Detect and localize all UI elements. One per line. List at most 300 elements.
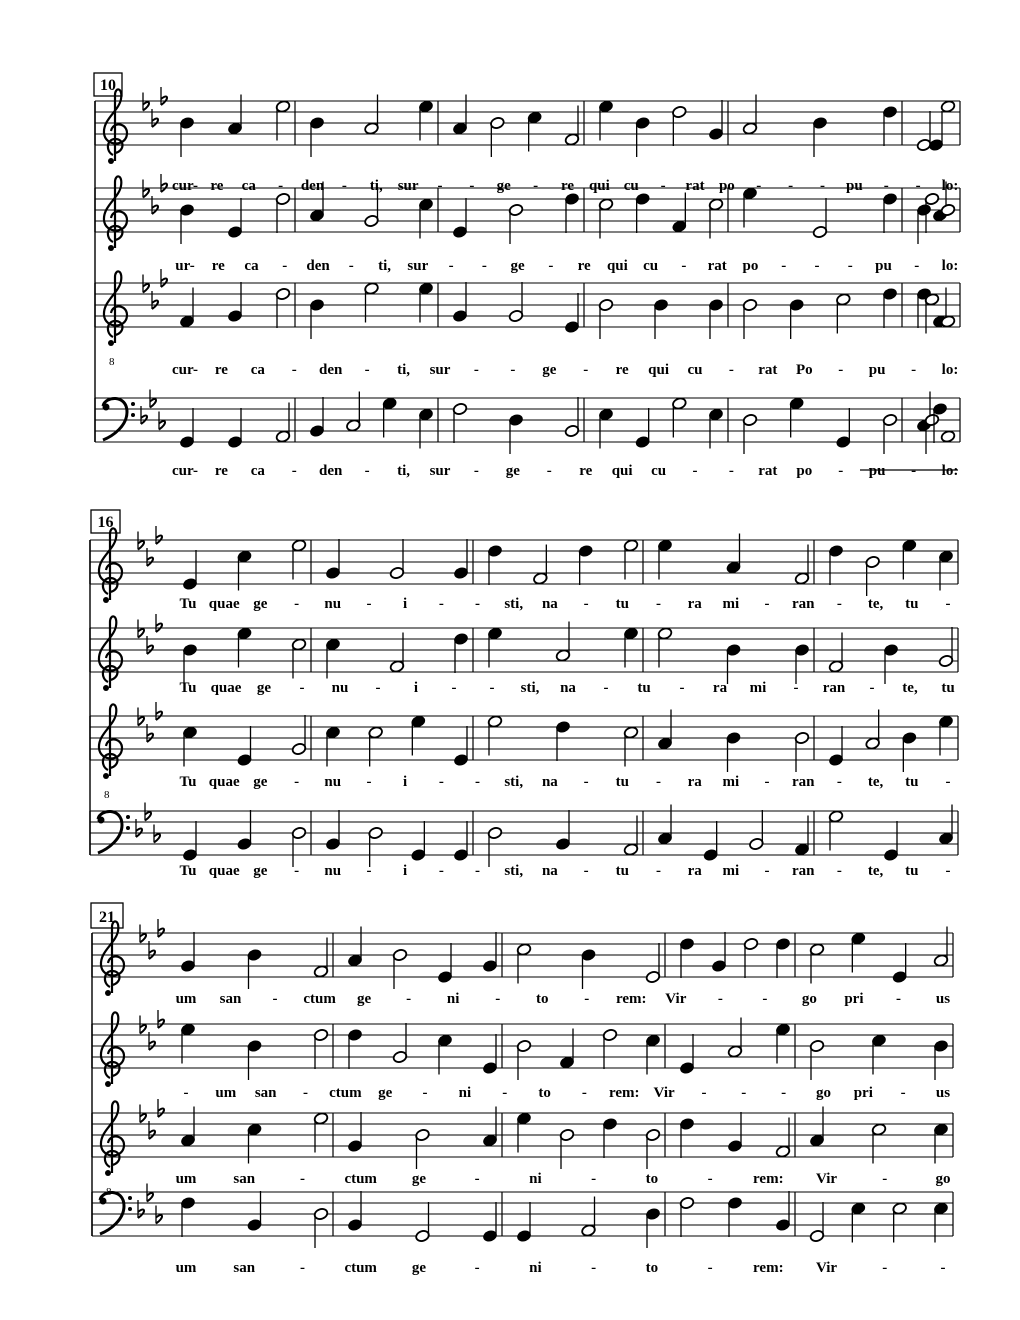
note-head [602,1028,617,1069]
system [90,510,958,879]
note-head [933,1039,948,1080]
note-head [703,821,718,862]
lyric-syllable: rem: [753,1260,784,1276]
lyric-syllable: Tu [179,863,197,879]
lyric-syllable: um [175,1171,197,1187]
lyric-syllable: tu [637,680,651,696]
lyric-syllable: - [366,774,372,790]
note-head [392,948,407,989]
lyric-syllable: ur- [175,258,195,274]
lyric-syllable: nu [324,596,342,612]
lyric-syllable: ca [250,362,265,378]
lyric-syllable: - [762,991,768,1007]
lyric-syllable: lo: [941,362,959,378]
note-head [938,627,953,668]
note-head [437,943,452,984]
lyric-syllable: rat [758,362,778,378]
note-head [882,413,897,454]
lyric-syllable: - [882,1171,888,1187]
lyric-syllable: - [655,774,661,790]
lyric-syllable: ra [687,774,702,790]
note-head [237,726,252,767]
note-head [247,1191,262,1232]
lyric-syllable: - [915,178,921,194]
lyric-syllable: ge [253,596,268,612]
note-head [635,116,650,157]
lyric-syllable: - [945,596,951,612]
lyric-syllable: - [583,863,589,879]
lyric-syllable: - [278,178,284,194]
note-head [559,1128,574,1169]
lyric-syllable: na [541,596,558,612]
lyric-syllable: mi [722,863,740,879]
lyric-syllable: quae [210,680,242,696]
lyric-syllable: ran [791,774,815,790]
lyric-syllable: - [603,680,609,696]
lyric-syllable: to [645,1171,659,1187]
lyric-syllable: sur [407,258,429,274]
note-head [564,192,579,233]
lyric-syllable: san [254,1085,277,1101]
lyric-syllable: - [814,258,820,274]
note-head [645,1207,660,1248]
note-head [482,932,497,973]
lyric-syllable: re [577,258,591,274]
note-head [598,298,613,339]
lyric-syllable: - [533,178,539,194]
note-head [645,943,660,984]
system [91,903,953,1276]
lyric-syllable: - [836,863,842,879]
lyric-syllable: go [935,1171,951,1187]
note-head [179,116,194,157]
lyric-syllable: ran [791,863,815,879]
lyric-syllable: cu [643,258,659,274]
lyric-syllable: na [541,774,558,790]
lyric-syllable: - [473,362,479,378]
lyric-syllable: po [742,258,759,274]
lyric-syllable: - [299,680,305,696]
lyric-syllable: - [679,680,685,696]
note-head [313,1207,328,1248]
note-head [635,192,650,233]
key-signature-flats-icon [140,1099,164,1139]
voice-staff [92,1010,953,1101]
lyric-syllable: - [495,991,501,1007]
lyric-syllable: pri [844,991,864,1007]
lyric-syllable: pu [868,362,886,378]
lyric-syllable: ctum [329,1085,362,1101]
lyric-syllable: rem: [608,1085,640,1101]
lyric-syllable: - [836,774,842,790]
lyric-syllable: - [764,596,770,612]
lyric-syllable: - [707,1260,713,1276]
lyric-syllable: - [291,362,297,378]
lyric-syllable: - [510,362,516,378]
lyric-syllable: - [502,1085,508,1101]
lyric-syllable: tu [615,774,629,790]
lyric-syllable: den [306,258,330,274]
lyric-syllable: - [448,258,454,274]
lyric-syllable: um [215,1085,237,1101]
bass-clef-icon [100,1192,133,1234]
lyric-syllable: - [375,680,381,696]
lyric-syllable: - [489,680,495,696]
note-head [564,293,579,334]
note-head [581,948,596,989]
lyric-syllable: - [294,863,300,879]
lyric-syllable: pu [846,178,863,194]
note-head [508,413,523,454]
lyric-syllable: te, [902,680,918,696]
lyric-syllable: lo: [941,178,959,194]
lyric-syllable: sti, [504,774,524,790]
lyric-syllable: na [560,680,576,696]
lyric-syllable: - [583,596,589,612]
lyric-syllable: Vir [665,991,687,1007]
lyric-syllable: - [764,774,770,790]
lyric-syllable: pu [875,258,892,274]
bass-clef-icon [98,811,131,853]
lyric-syllable: tu [905,863,919,879]
note-head [482,1202,497,1243]
lyric-syllable: go [815,1085,831,1101]
lyric-syllable: ctum [344,1171,377,1187]
lyric-syllable: Vir [815,1260,838,1276]
note-head [179,203,194,244]
lyric-syllable: - [366,863,372,879]
lyric-syllable: ge [253,863,268,879]
lyric-syllable: re [210,178,224,194]
lyric-syllable: ctum [344,1260,377,1276]
lyric-syllable: ge [253,774,268,790]
note-head [679,1117,694,1158]
lyric-syllable: i [413,680,419,696]
lyric-syllable: Tu [179,680,197,696]
lyric-syllable: - [366,596,372,612]
note-head [516,1202,531,1243]
voice-staff [90,526,958,612]
lyric-syllable: - [348,258,354,274]
lyric-syllable: te, [867,596,884,612]
note-head [812,116,827,157]
lyric-syllable: - [291,463,297,479]
lyric-syllable: ge [357,991,372,1007]
lyric-syllable: lo: [941,258,959,274]
lyric-syllable: - [728,463,734,479]
note-head [453,539,468,580]
lyric-syllable: cur- [171,362,199,378]
note-head [180,932,195,973]
note-head [453,632,468,673]
voice-staff [95,87,960,194]
note-head [602,1117,617,1158]
note-head [653,298,668,339]
note-head [325,810,340,851]
lyric-syllable: rem: [753,1171,784,1187]
lyric-syllable: re [615,362,629,378]
lyric-syllable: sti, [504,863,524,879]
voice-staff [95,390,960,480]
note-head [275,192,290,233]
lyric-syllable: ge [510,258,525,274]
lyric-syllable: - [282,258,288,274]
lyric-syllable: - [820,178,825,194]
lyric-syllable: ge [411,1260,427,1276]
key-signature-flats-icon [140,1010,164,1050]
octave-clef-mark: 8 [104,789,110,801]
note-head [679,1196,694,1237]
lyric-syllable: - [788,178,794,194]
lyric-syllable: qui [611,463,633,479]
lyric-syllable: Vir [653,1085,675,1101]
note-head [749,810,764,851]
note-head [182,643,197,684]
lyric-syllable: cu [623,178,639,194]
lyric-syllable: - [911,362,917,378]
note-head [809,1039,824,1080]
lyric-syllable: - [838,362,844,378]
lyric-syllable: qui [588,178,610,194]
key-signature-flats-icon [138,614,162,654]
lyric-syllable: - [473,463,479,479]
lyric-syllable: re [214,463,228,479]
lyric-syllable: - [475,596,481,612]
lyric-syllable: - [272,991,278,1007]
note-head [635,408,650,449]
note-head [508,203,523,244]
lyric-syllable: mi [749,680,767,696]
lyric-syllable: - [836,596,842,612]
note-head [180,1196,195,1237]
lyric-syllable: re [560,178,575,194]
lyric-syllable: - [294,596,300,612]
measure-number: 21 [99,909,115,926]
note-head [227,408,242,449]
note-head [679,1034,694,1075]
note-head [743,937,758,978]
lyric-syllable: tu [941,680,955,696]
lyric-syllable: - [546,463,552,479]
lyric-syllable: - [940,1260,946,1276]
measure-number: 10 [100,77,116,94]
lyric-syllable: - [717,991,723,1007]
lyric-syllable: - [583,362,589,378]
note-head [347,1112,362,1153]
lyric-syllable: quae [208,863,240,879]
lyric-syllable: - [945,863,951,879]
note-head [916,287,931,328]
note-head [775,1191,790,1232]
lyric-syllable: - [869,680,875,696]
lyric-syllable: san [233,1171,256,1187]
lyric-syllable: - [303,1085,309,1101]
lyric-syllable: cu [651,463,667,479]
note-head [452,282,467,323]
lyric-syllable: um [175,1260,197,1276]
lyric-syllable: - [701,1085,707,1101]
lyric-syllable: ra [712,680,728,696]
note-head [182,821,197,862]
note-head [411,821,426,862]
note-head [309,116,324,157]
note-head [809,1202,824,1243]
lyric-syllable: den [319,463,343,479]
lyric-syllable: - [422,1085,428,1101]
lyric-syllable: - [481,258,487,274]
note-head [775,937,790,978]
lyric-syllable: san [219,991,242,1007]
note-head [313,1028,328,1069]
note-head [924,413,939,454]
note-head [309,298,324,339]
note-head [578,544,593,585]
lyric-syllable: quae [208,774,240,790]
lyric-syllable: te, [867,774,884,790]
lyric-syllable: - [900,1085,906,1101]
note-head [415,1202,430,1243]
note-head [182,550,197,591]
lyric-syllable: - [341,178,347,194]
lyric-syllable: um [175,991,197,1007]
voice-staff [95,174,960,274]
voice-staff [92,1099,953,1198]
lyric-syllable: - [895,991,901,1007]
lyric-syllable: rat [707,258,727,274]
lyric-syllable: rem: [616,991,647,1007]
lyric-syllable: ca [250,463,265,479]
voice-staff [92,1184,953,1277]
voice-staff [90,803,958,880]
system [94,73,960,479]
lyric-syllable: den [319,362,343,378]
note-head [916,203,931,244]
lyric-syllable: ni [446,991,460,1007]
note-head [508,282,523,323]
lyric-syllable: - [838,463,844,479]
lyric-syllable: tu [615,863,629,879]
lyric-syllable: - [781,1085,787,1101]
key-signature-flats-icon [143,174,167,214]
lyric-syllable: - [583,774,589,790]
lyric-syllable: pu [868,463,886,479]
lyric-syllable: - [781,258,787,274]
octave-clef-mark: 8 [109,356,115,368]
lyric-syllable: ge [256,680,272,696]
lyric-syllable: - [914,258,920,274]
lyric-syllable: - [406,991,412,1007]
note-head [708,100,723,141]
bass-clef-icon [103,398,136,440]
voice-staff [90,614,958,696]
lyric-syllable: qui [606,258,628,274]
note-head [415,1128,430,1169]
lyric-syllable: - [655,596,661,612]
lyric-syllable: po [718,178,735,194]
lyric-syllable: us [935,991,951,1007]
note-head [452,402,467,443]
lyric-syllable: ra [687,596,702,612]
note-head [836,408,851,449]
lyric-syllable: - [364,463,370,479]
note-head [902,731,917,772]
lyric-syllable: re [214,362,228,378]
lyric-syllable: ti, [369,178,383,194]
lyric-syllable: Po [795,362,813,378]
lyric-syllable: Tu [179,774,197,790]
note-head [828,726,843,767]
lyric-syllable: sur [429,362,451,378]
lyric-syllable: na [541,863,558,879]
note-head [555,720,570,761]
lyric-syllable: - [438,863,444,879]
lyric-syllable: - [660,178,666,194]
note-head [227,282,242,323]
note-head [882,105,897,146]
measure-number: 16 [97,514,114,531]
lyric-syllable: cur- [171,178,199,194]
note-head [812,198,827,239]
lyric-syllable: nu [324,863,342,879]
lyric-syllable: tu [615,596,629,612]
lyric-syllable: i [403,596,408,612]
lyric-syllable: - [581,1085,587,1101]
key-signature-flats-icon [140,919,164,959]
note-head [726,643,741,684]
lyric-syllable: to [535,991,549,1007]
note-head [727,1196,742,1237]
lyric-syllable: ti, [397,362,411,378]
lyric-syllable: ni [458,1085,472,1101]
note-head [679,937,694,978]
lyric-syllable: ti, [378,258,392,274]
lyric-syllable: sti, [520,680,540,696]
note-head [487,826,502,867]
lyric-syllable: - [438,774,444,790]
lyric-syllable: sur [397,178,419,194]
lyric-syllable: - [294,774,300,790]
note-head [645,1128,660,1169]
note-head [291,826,306,867]
lyric-syllable: po [796,463,813,479]
note-head [453,821,468,862]
note-head [227,198,242,239]
note-head [708,298,723,339]
lyric-syllable: - [469,178,475,194]
lyric-syllable: - [741,1085,747,1101]
lyric-syllable: rat [758,463,778,479]
note-head [275,287,290,328]
note-head [727,1112,742,1153]
lyric-syllable: re [579,463,593,479]
lyric-syllable: - [756,178,762,194]
key-signature-flats-icon [138,526,162,566]
lyric-syllable: - [474,1260,480,1276]
lyric-syllable: - [437,178,443,194]
lyric-syllable: san [233,1260,256,1276]
lyric-syllable: ge [505,463,520,479]
note-head [883,643,898,684]
note-head [392,1023,407,1064]
note-head [564,397,579,438]
lyric-syllable: Vir [815,1171,838,1187]
lyric-syllable: ni [529,1171,542,1187]
note-head [742,298,757,339]
lyric-syllable: Tu [179,596,197,612]
note-head [892,943,907,984]
lyric-syllable: - [591,1260,597,1276]
lyric-syllable: te, [867,863,884,879]
